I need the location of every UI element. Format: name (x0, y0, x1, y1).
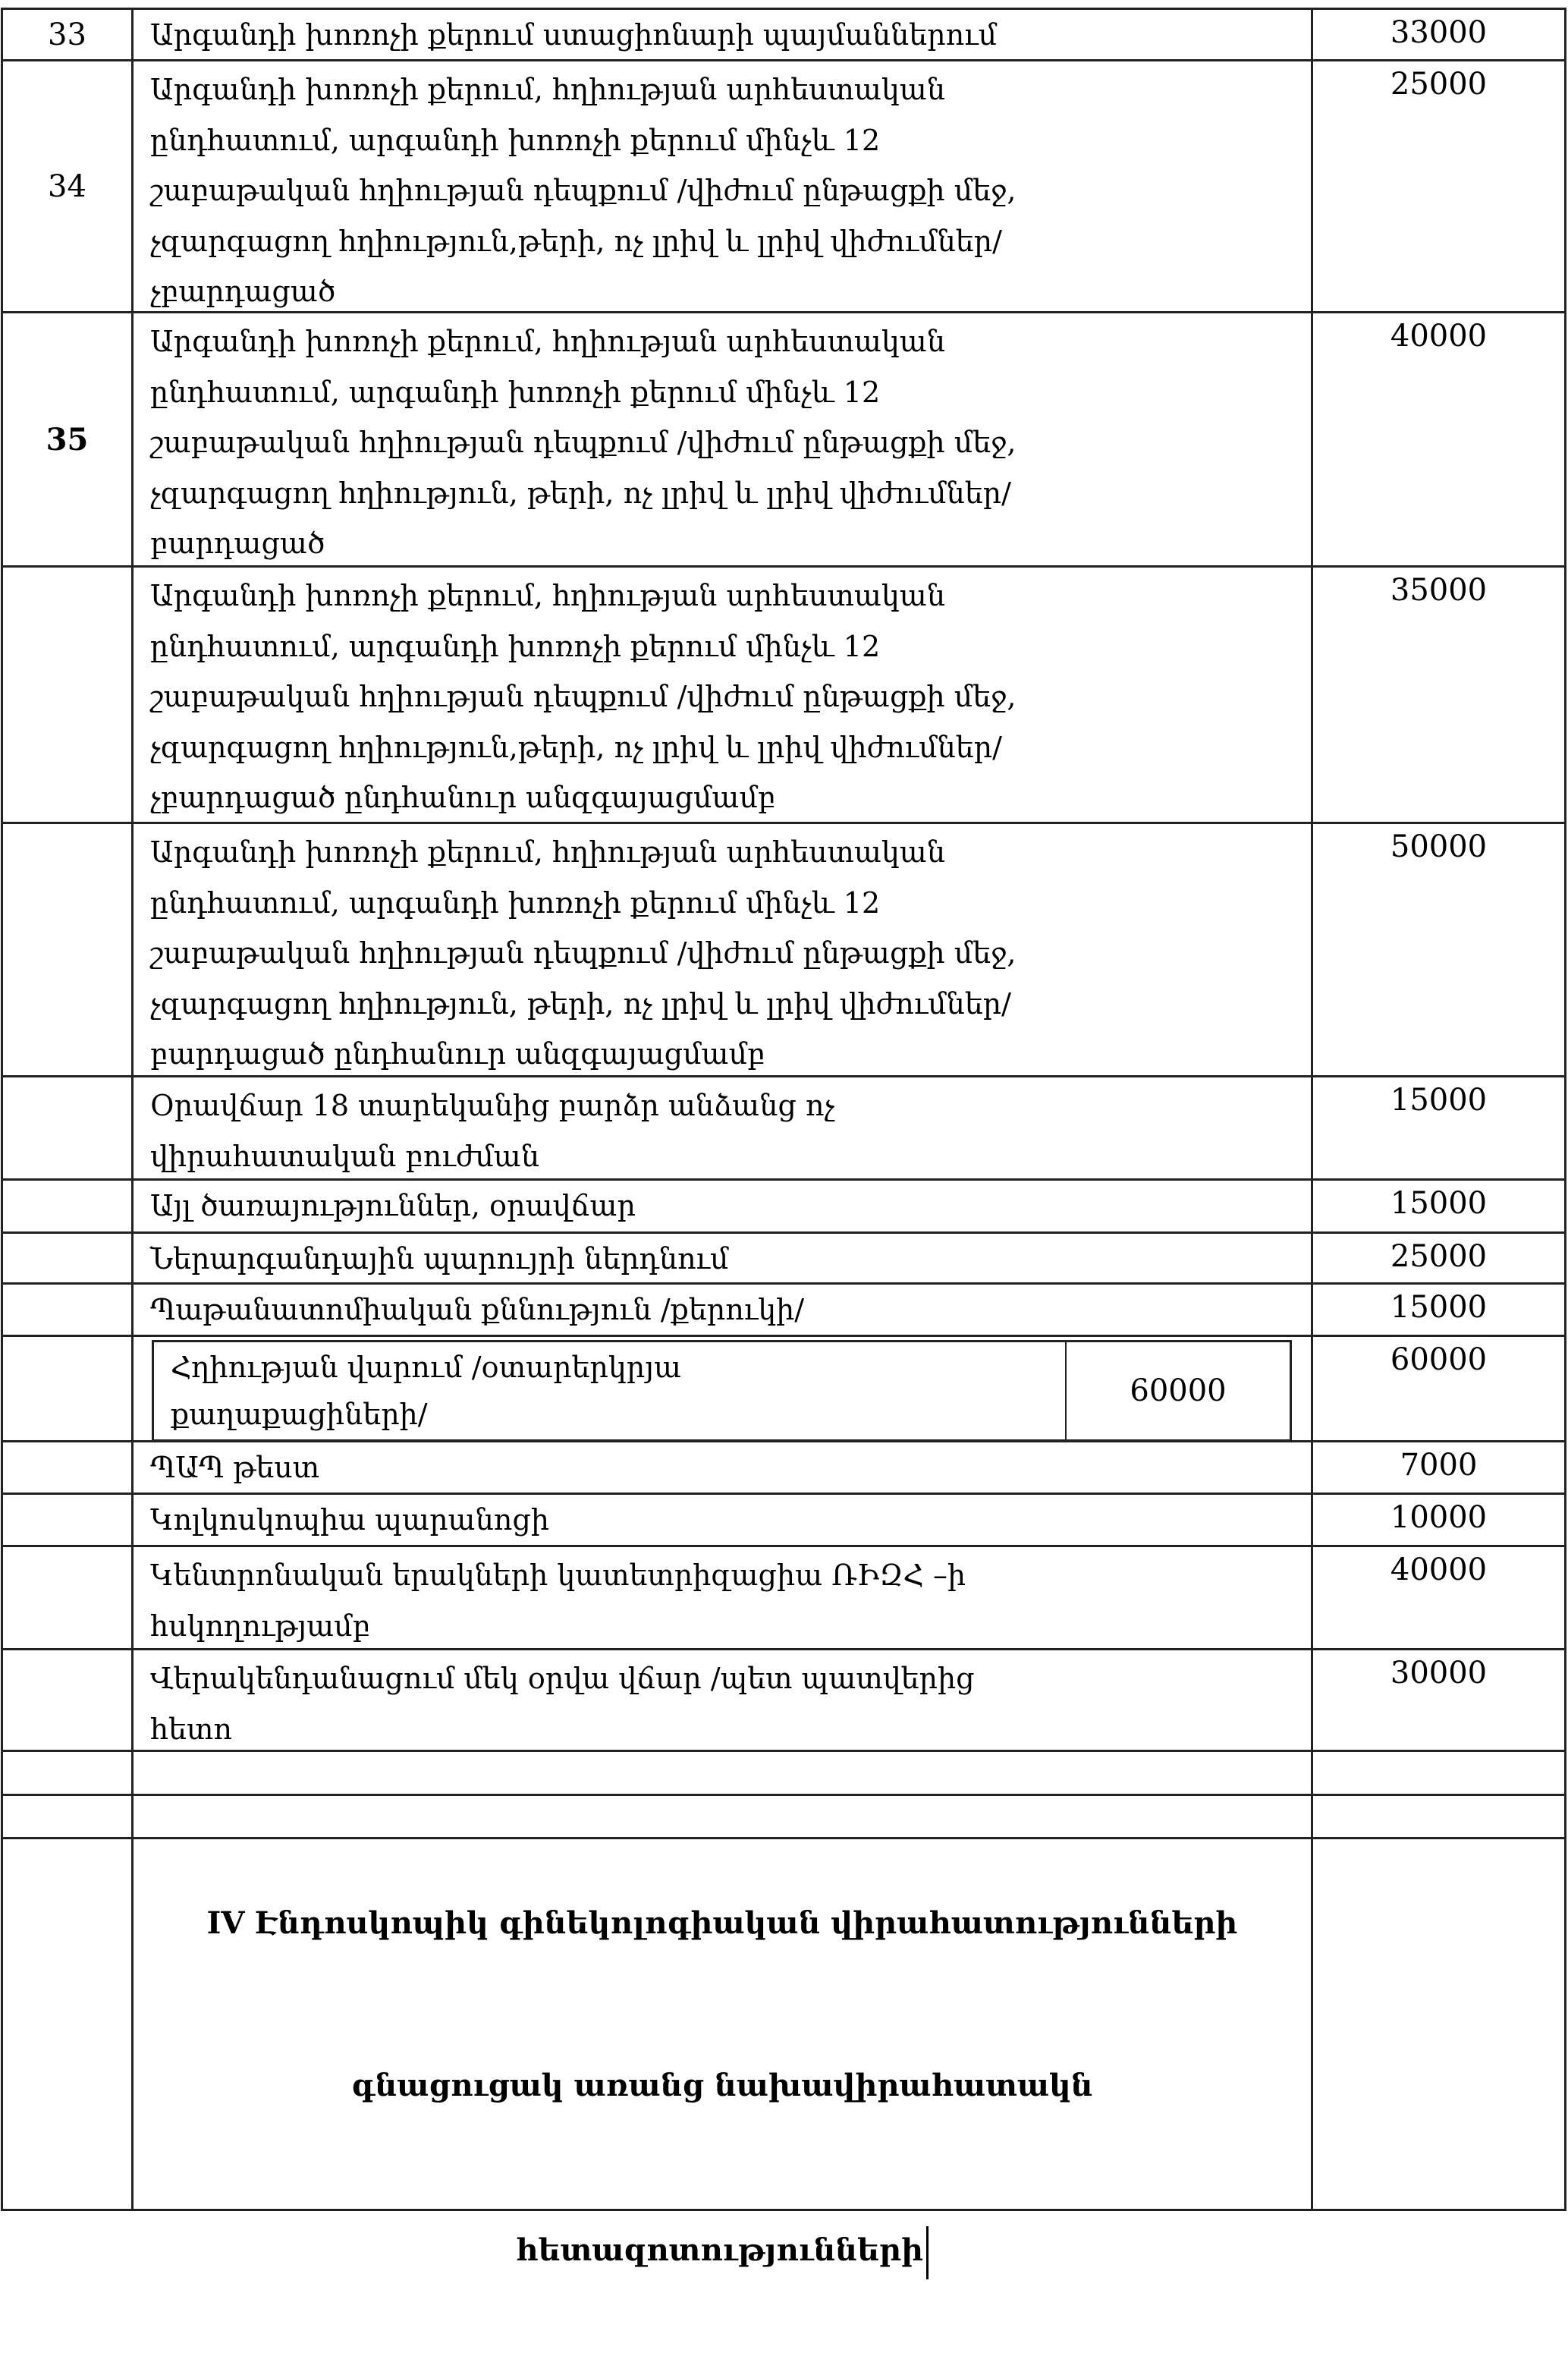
row-price (1313, 1752, 1564, 1794)
row-description: Կոլկոսկոպիա պարանոցի (134, 1495, 1313, 1545)
row-description: Արգանդի խոռոչի քերում, հղիության արհեստական ընդհատում, արգանդի խոռոչի քերում մինչև 12 շաբաթական հղիության դեպքում /վիժում ընթացքի մեջ, չզարգացող հղիություն,թերի, ոչ լրիվ և լրիվ վիժումներ/ չբարդացած (134, 61, 1313, 311)
section-heading-line-3-text: հետազոտությունների (515, 2232, 924, 2268)
row-description: Այլ ծառայություններ, օրավճար (134, 1181, 1313, 1231)
row-description: Արգանդի խոռոչի քերում, հղիության արհեստական ընդհատում, արգանդի խոռոչի քերում մինչև 12 շաբաթական հղիության դեպքում /վիժում ընթացքի մեջ, չզարգացող հղիություն, թերի, ոչ լրիվ և լրիվ վիժումներ/ բարդացած ընդհանուր անզգայացմամբ (134, 824, 1313, 1075)
table-row (3, 1077, 1564, 1181)
row-description: Կենտրոնական երակների կատետրիզացիա ՌԻԶՀ –ի հսկողությամբ (134, 1547, 1313, 1648)
table-row (3, 1181, 1564, 1234)
empty-row (3, 1796, 1564, 1839)
row-price: 7000 (1400, 1448, 1478, 1483)
table-row (3, 61, 1564, 313)
row-number (3, 824, 134, 1075)
row-number (3, 1752, 134, 1794)
section-heading-cell (134, 1839, 1313, 2268)
row-number (3, 1285, 134, 1335)
table-row (3, 10, 1564, 61)
row-description: Ներարգանդային պարույրի ներդնում (134, 1234, 1313, 1282)
row-price (1313, 1796, 1564, 1837)
section-heading-line-3 (134, 2216, 1311, 2328)
row-price: 50000 (1390, 829, 1488, 864)
table-row (3, 1650, 1564, 1752)
row-price: 60000 (1390, 1342, 1488, 1377)
row-number (3, 1442, 134, 1493)
row-description (134, 1796, 1313, 1837)
price-table (1, 8, 1566, 2268)
table-row (3, 1337, 1564, 1442)
row-price: 30000 (1390, 1656, 1488, 1691)
row-price: 40000 (1390, 1552, 1488, 1587)
table-row (3, 1495, 1564, 1547)
table-row (3, 1285, 1564, 1337)
row-description: Արգանդի խոռոչի քերում ստացիոնարի պայմաններում (134, 10, 1313, 59)
table-row (3, 1234, 1564, 1285)
row-number (3, 1077, 134, 1178)
row-number (3, 1547, 134, 1648)
table-row (3, 313, 1564, 568)
row-number: 33 (3, 10, 134, 59)
row-description: Օրավճար 18 տարեկանից բարձր անձանց ոչ վիրահատական բուժման (134, 1077, 1313, 1178)
row-price: 25000 (1390, 67, 1488, 102)
row-price: 15000 (1390, 1083, 1488, 1118)
nested-description: Հղիության վարում /օտարերկրյա քաղաքացիների/ (154, 1342, 1067, 1439)
row-price: 25000 (1390, 1239, 1488, 1274)
section-heading-line-2: գնացուցակ առանց նախավիրահատակն (351, 2068, 1093, 2103)
nested-table (152, 1340, 1292, 1442)
row-price: 10000 (1390, 1500, 1488, 1535)
row-price: 15000 (1390, 1186, 1488, 1221)
section-heading-row (3, 1839, 1564, 2268)
text-cursor-icon (926, 2226, 929, 2279)
row-description: Արգանդի խոռոչի քերում, հղիության արհեստական ընդհատում, արգանդի խոռոչի քերում մինչև 12 շաբաթական հղիության դեպքում /վիժում ընթացքի մեջ, չզարգացող հղիություն, թերի, ոչ լրիվ և լրիվ վիժումներ/ բարդացած (134, 313, 1313, 565)
table-row (3, 1442, 1564, 1495)
row-price (1313, 1839, 1564, 2209)
row-price: 33000 (1390, 15, 1488, 50)
row-description: Պաթանատոմիական քննություն /քերուկի/ (134, 1285, 1313, 1335)
row-price: 15000 (1390, 1290, 1488, 1325)
row-number (3, 1495, 134, 1545)
row-number (3, 1234, 134, 1282)
row-number: 34 (3, 61, 134, 311)
row-number (3, 1650, 134, 1750)
row-description: Վերակենդանացում մեկ օրվա վճար /պետ պատվերից հետո (134, 1650, 1313, 1750)
row-price: 35000 (1390, 573, 1488, 608)
table-row (3, 1547, 1564, 1650)
table-row (3, 824, 1564, 1077)
table-row (3, 568, 1564, 824)
row-number (3, 1839, 134, 2209)
row-description (134, 1752, 1313, 1794)
row-price: 40000 (1390, 319, 1488, 354)
nested-price: 60000 (1130, 1373, 1227, 1408)
row-number (3, 1337, 134, 1440)
empty-row (3, 1752, 1564, 1796)
row-number: 35 (3, 313, 134, 565)
row-description: Արգանդի խոռոչի քերում, հղիության արհեստական ընդհատում, արգանդի խոռոչի քերում մինչև 12 շաբաթական հղիության դեպքում /վիժում ընթացքի մեջ, չզարգացող հղիություն,թերի, ոչ լրիվ և լրիվ վիժումներ/ չբարդացած ընդհանուր անզգայացմամբ (134, 568, 1313, 822)
section-heading (134, 1839, 1311, 2378)
row-number (3, 1796, 134, 1837)
row-number (3, 568, 134, 822)
row-description: ՊԱՊ թեստ (134, 1442, 1313, 1493)
row-description (134, 1337, 1313, 1440)
section-heading-line-1: IV Էնդոսկոպիկ գինեկոլոգիական վիրահատությունների (206, 1905, 1238, 1941)
row-number (3, 1181, 134, 1231)
